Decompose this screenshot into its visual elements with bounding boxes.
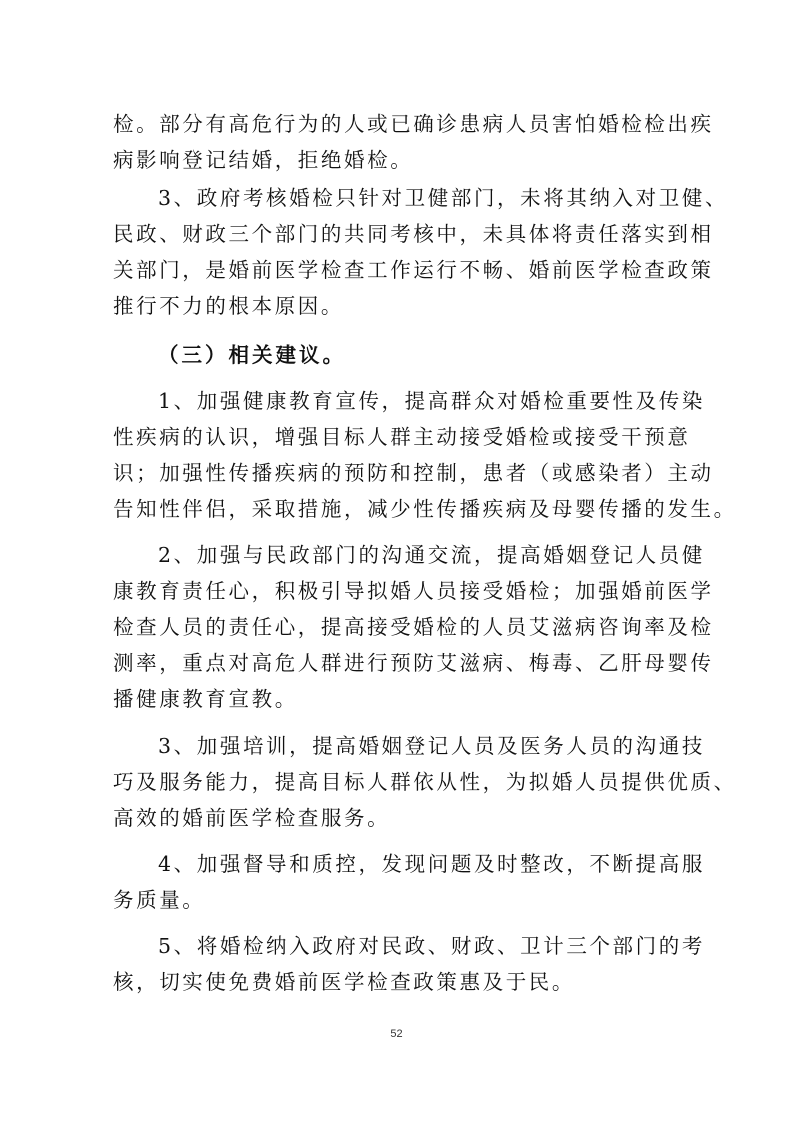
body-text-line: 告知性伴侣，采取措施，减少性传播疾病及母婴传播的发生。 xyxy=(113,497,737,521)
paragraph-first-line: 3、加强培训，提高婚姻登记人员及医务人员的沟通技 xyxy=(158,734,705,758)
paragraph-first-line: 3、政府考核婚检只针对卫健部门，未将其纳入对卫健、 xyxy=(158,186,729,210)
body-text-line: 推行不力的根本原因。 xyxy=(113,294,344,318)
body-text-line: 病影响登记结婚，拒绝婚检。 xyxy=(113,148,414,172)
body-text-line: 关部门，是婚前医学检查工作运行不畅、婚前医学检查政策 xyxy=(113,258,714,282)
body-text-line: 识；加强性传播疾病的预防和控制，患者（或感染者）主动 xyxy=(113,461,714,485)
paragraph-first-line: 2、加强与民政部门的沟通交流，提高婚姻登记人员健 xyxy=(158,543,705,567)
body-text-line: 康教育责任心，积极引导拟婚人员接受婚检；加强婚前医学 xyxy=(113,579,714,603)
body-text-line: 巧及服务能力，提高目标人群依从性，为拟婚人员提供优质、 xyxy=(113,770,737,794)
body-text-line: 务质量。 xyxy=(113,888,206,912)
body-text-line: 民政、财政三个部门的共同考核中，未具体将责任落实到相 xyxy=(113,222,714,246)
paragraph-first-line: 1、加强健康教育宣传，提高群众对婚检重要性及传染 xyxy=(158,389,705,413)
body-text-line: 高效的婚前医学检查服务。 xyxy=(113,806,391,830)
body-text-line: 核，切实使免费婚前医学检查政策惠及于民。 xyxy=(113,970,575,994)
paragraph-first-line: 5、将婚检纳入政府对民政、财政、卫计三个部门的考 xyxy=(158,934,705,958)
body-text-line: 性疾病的认识，增强目标人群主动接受婚检或接受干预意 xyxy=(113,425,691,449)
body-text-line: 检查人员的责任心，提高接受婚检的人员艾滋病咨询率及检 xyxy=(113,615,714,639)
body-text-line: 播健康教育宣教。 xyxy=(113,687,298,711)
section-heading: （三）相关建议。 xyxy=(158,343,346,367)
body-text-line: 测率，重点对高危人群进行预防艾滋病、梅毒、乙肝母婴传 xyxy=(113,651,714,675)
paragraph-first-line: 4、加强督导和质控，发现问题及时整改，不断提高服 xyxy=(158,852,705,876)
body-text-line: 检。部分有高危行为的人或已确诊患病人员害怕婚检检出疾 xyxy=(113,112,714,136)
page-number: 52 xyxy=(390,1028,403,1040)
